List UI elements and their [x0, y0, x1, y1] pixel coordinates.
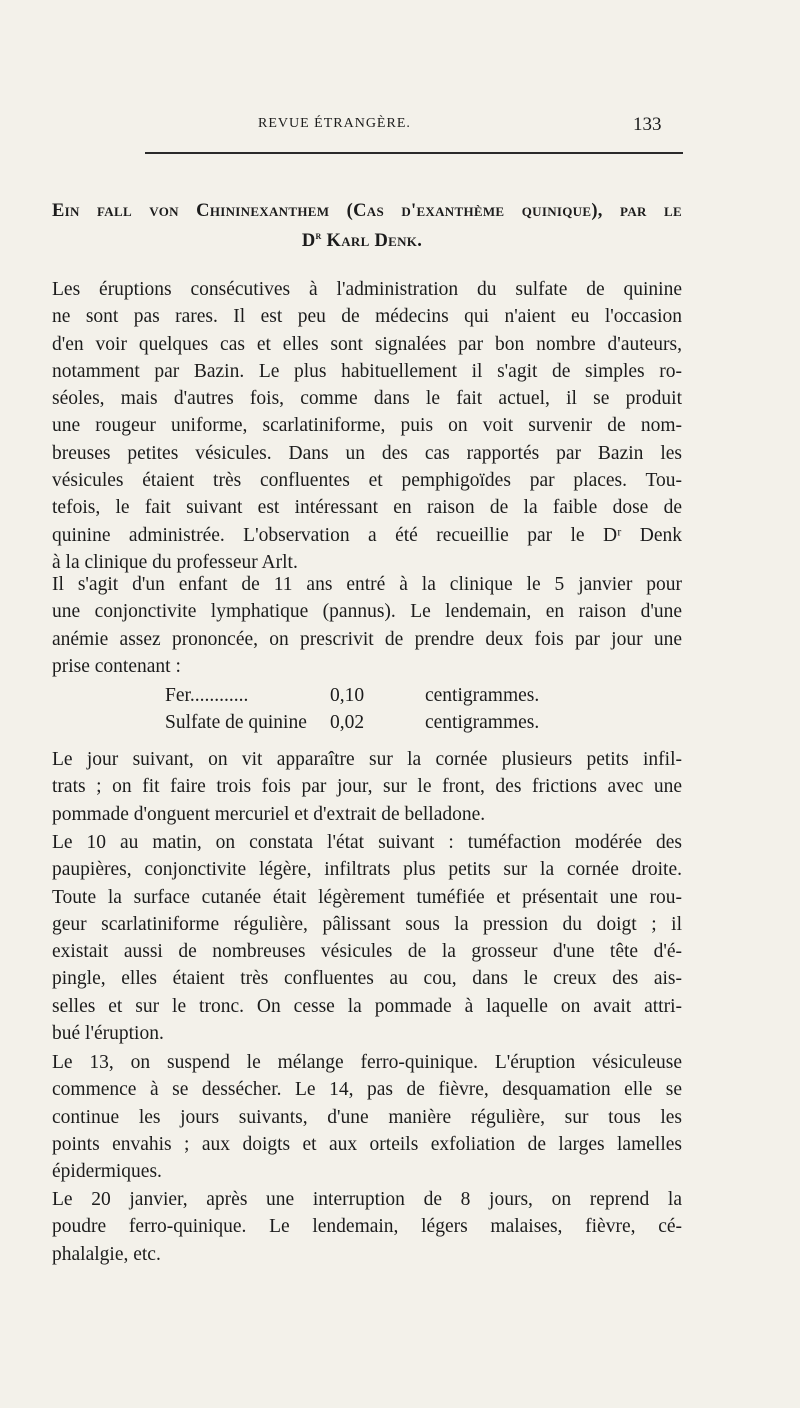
- paragraph-5: [52, 1049, 682, 1185]
- ingredient-unit: centigrammes.: [425, 685, 540, 706]
- prescription-table: [0, 682, 800, 738]
- text-line: une rougeur uniforme, scarlatiniforme, puis on voit survenir de nom-: [52, 415, 682, 437]
- text-line: Le 10 au matin, on constata l'état suivant : tuméfaction modérée des: [52, 832, 682, 853]
- title-author-sup: r: [315, 229, 322, 242]
- prescription-row: [0, 682, 800, 709]
- article-title: [52, 196, 682, 256]
- text-line: notamment par Bazin. Le plus habituellement il s'agit de simples ro-: [52, 360, 682, 382]
- text-line: vésicules étaient très confluentes et pemphigoïdes par places. Tou-: [52, 470, 682, 492]
- title-author-name: Karl Denk.: [321, 231, 423, 251]
- ingredient-dose: 0,10: [330, 685, 365, 706]
- text-line: quinine administrée. L'observation a été recueillie par le Dʳ Denk: [52, 524, 682, 546]
- paragraph-1: [52, 276, 682, 576]
- ingredient-unit: centigrammes.: [425, 712, 540, 733]
- running-title: REVUE ÉTRANGÈRE.: [258, 116, 411, 131]
- text-line: trats ; on fit faire trois fois par jour, sur le front, des frictions avec une: [52, 776, 682, 798]
- text-line: ne sont pas rares. Il est peu de médecins qui n'aient eu l'occasion: [52, 306, 682, 328]
- text-line: pingle, elles étaient très confluentes au cou, dans le creux des ais-: [52, 968, 682, 990]
- text-line: prise contenant :: [52, 655, 181, 677]
- text-line: phalalgie, etc.: [52, 1243, 161, 1265]
- ingredient-name: Fer............: [165, 685, 249, 706]
- text-line: commence à se dessécher. Le 14, pas de fièvre, desquamation elle se: [52, 1079, 682, 1101]
- text-line: tefois, le fait suivant est intéressant en raison de la faible dose de: [52, 497, 682, 519]
- text-line: Le jour suivant, on vit apparaître sur la cornée plusieurs petits infil-: [52, 749, 682, 770]
- text-line: poudre ferro-quinique. Le lendemain, légers malaises, fièvre, cé-: [52, 1216, 682, 1238]
- text-line: Le 20 janvier, après une interruption de 8 jours, on reprend la: [52, 1189, 682, 1210]
- title-line-1: Ein fall von Chininexanthem (Cas d'exanthème quinique), par le: [52, 201, 682, 221]
- text-line: existait aussi de nombreuses vésicules de la grosseur d'une tête d'é-: [52, 941, 682, 963]
- text-line: Les éruptions consécutives à l'administration du sulfate de quinine: [52, 279, 682, 300]
- page-number: 133: [633, 114, 662, 135]
- header-rule: [145, 152, 683, 154]
- running-head: [0, 116, 800, 138]
- text-line: points envahis ; aux doigts et aux orteils exfoliation de larges lamelles: [52, 1133, 682, 1155]
- text-line: bué l'éruption.: [52, 1023, 164, 1045]
- text-line: Toute la surface cutanée était légèrement tuméfiée et présentait une rou-: [52, 886, 682, 908]
- text-line: paupières, conjonctivite légère, infiltrats plus petits sur la cornée droite.: [52, 859, 682, 881]
- paragraph-6: [52, 1186, 682, 1268]
- text-line: Le 13, on suspend le mélange ferro-quinique. L'éruption vésiculeuse: [52, 1052, 682, 1073]
- title-author-prefix: D: [301, 231, 316, 251]
- text-line: séoles, mais d'autres fois, comme dans le fait actuel, il se produit: [52, 388, 682, 410]
- text-line: pommade d'onguent mercuriel et d'extrait de belladone.: [52, 803, 486, 825]
- ingredient-name: Sulfate de quinine: [165, 712, 307, 733]
- title-line-2: [52, 226, 682, 256]
- text-line: à la clinique du professeur Arlt.: [52, 551, 298, 573]
- prescription-row: [0, 709, 800, 736]
- text-line: anémie assez prononcée, on prescrivit de prendre deux fois par jour une: [52, 628, 682, 650]
- paragraph-4: [52, 829, 682, 1047]
- paragraph-3: [52, 746, 682, 828]
- text-line: selles et sur le tronc. On cesse la pommade à laquelle on avait attri-: [52, 995, 682, 1017]
- paragraph-2: [52, 571, 682, 680]
- text-line: continue les jours suivants, d'une manière régulière, sur tous les: [52, 1106, 682, 1128]
- text-line: épidermiques.: [52, 1161, 162, 1183]
- text-line: geur scarlatiniforme régulière, pâlissant sous la pression du doigt ; il: [52, 913, 682, 935]
- text-line: d'en voir quelques cas et elles sont signalées par bon nombre d'auteurs,: [52, 333, 682, 355]
- ingredient-dose: 0,02: [330, 712, 365, 733]
- text-line: Il s'agit d'un enfant de 11 ans entré à la clinique le 5 janvier pour: [52, 574, 682, 595]
- text-line: breuses petites vésicules. Dans un des cas rapportés par Bazin les: [52, 442, 682, 464]
- text-line: une conjonctivite lymphatique (pannus). Le lendemain, en raison d'une: [52, 601, 682, 623]
